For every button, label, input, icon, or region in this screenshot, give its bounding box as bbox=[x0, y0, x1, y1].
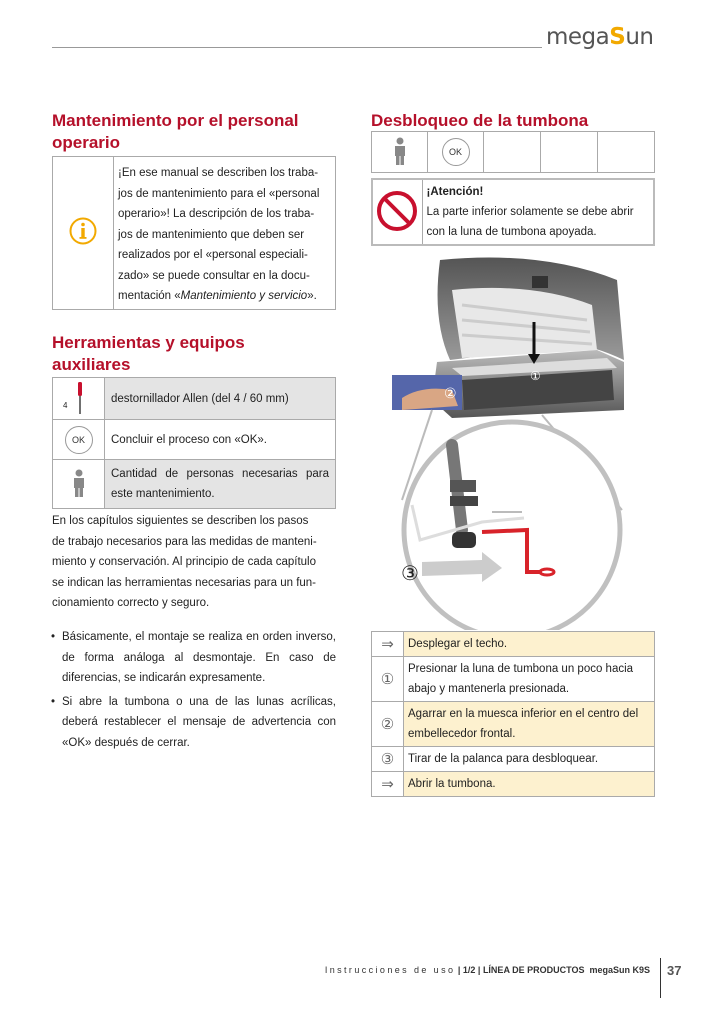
table-row bbox=[372, 747, 655, 772]
list-item: • Si abre la tumbona o una de las lunas acrílicas, deberá restablecer el mensaje de advertencia con «OK» después de cerrar. bbox=[52, 692, 336, 754]
attention-box bbox=[371, 178, 655, 246]
step-text: Abrir la tumbona. bbox=[404, 772, 655, 797]
steps-table bbox=[371, 631, 655, 797]
table-row bbox=[372, 772, 655, 797]
footer-text: Instrucciones de uso | 1/2 | LÍNEA DE PRODUCTOS megaSun K9S bbox=[324, 965, 650, 975]
tools-title: Herramientas y equipos auxiliares bbox=[52, 333, 245, 374]
step-text: Desplegar el techo. bbox=[404, 632, 655, 657]
persons-text: Cantidad de personas necesarias para este mantenimiento. bbox=[105, 460, 336, 509]
unlock-title: Desbloqueo de la tumbona bbox=[371, 111, 589, 130]
info-icon-cell bbox=[53, 157, 114, 310]
attention-text: ¡Atención! La parte inferior solamente se debe abrir con la luna de tumbona apoyada. bbox=[422, 179, 654, 245]
svg-text:②: ② bbox=[444, 386, 457, 402]
screwdriver-icon bbox=[73, 382, 87, 416]
allen-text: destornillador Allen (del 4 / 60 mm) bbox=[105, 378, 336, 420]
maintenance-notice-text: ¡En ese manual se describen los traba- jos de mantenimiento para el «personal operario»! La descripción de los traba- jos de mantenimiento que deben ser realizados por el «personal especiali- zado» se puede consultar en la docu- mentación «Mantenimiento y servicio». bbox=[114, 157, 336, 310]
figure-label-one: ① bbox=[530, 369, 541, 383]
list-item: • Básicamente, el montaje se realiza en orden inverso, de forma análoga al desmontaje. En caso de diferencias, se indicarán expresamente. bbox=[52, 627, 336, 689]
step-symbol: ① bbox=[372, 657, 404, 702]
step-symbol: ⇒ bbox=[372, 632, 404, 657]
tool-row-persons bbox=[53, 460, 336, 509]
allen-size: 4 bbox=[63, 400, 68, 410]
step-symbol: ⇒ bbox=[372, 772, 404, 797]
tool-row-allen bbox=[53, 378, 336, 420]
tool-row-ok bbox=[53, 420, 336, 460]
table-row bbox=[372, 657, 655, 702]
step-text: Presionar la luna de tumbona un poco hacia abajo y mantenerla presionada. bbox=[404, 657, 655, 702]
prohibition-icon bbox=[376, 190, 418, 232]
sunbed-illustration bbox=[392, 250, 632, 630]
step-symbol: ② bbox=[372, 702, 404, 747]
page-number: 37 bbox=[667, 963, 682, 978]
footer-divider bbox=[660, 958, 661, 998]
figure-label-three: ③ bbox=[401, 561, 419, 585]
tools-table bbox=[52, 377, 336, 509]
ok-symbol: OK bbox=[65, 426, 93, 454]
maintenance-title: Mantenimiento por el personal operario bbox=[52, 111, 299, 152]
info-icon bbox=[68, 216, 98, 246]
table-row bbox=[372, 702, 655, 747]
allen-cell bbox=[53, 378, 105, 420]
step-text: Tirar de la palanca para desbloquear. bbox=[404, 747, 655, 772]
notes-list bbox=[52, 627, 336, 756]
ok-symbol: OK bbox=[442, 138, 470, 166]
person-icon bbox=[72, 469, 86, 497]
person-icon bbox=[393, 137, 407, 165]
brand-logo: megaSun bbox=[546, 24, 654, 50]
step-symbol: ③ bbox=[372, 747, 404, 772]
ok-text: Concluir el proceso con «OK». bbox=[105, 420, 336, 460]
unlock-tools-strip bbox=[371, 131, 655, 173]
intro-paragraph: En los capítulos siguientes se describen los pasos de trabajo necesarios para las medidas de manteni- miento y conservación. Al principio de cada capítulo se indican las herramientas necesarias para un fun- cionamiento correcto y seguro. bbox=[52, 515, 317, 609]
maintenance-notice-box bbox=[52, 156, 336, 310]
header-rule bbox=[52, 47, 542, 48]
step-text: Agarrar en la muesca inferior en el centro del embellecedor frontal. bbox=[404, 702, 655, 747]
table-row bbox=[372, 632, 655, 657]
